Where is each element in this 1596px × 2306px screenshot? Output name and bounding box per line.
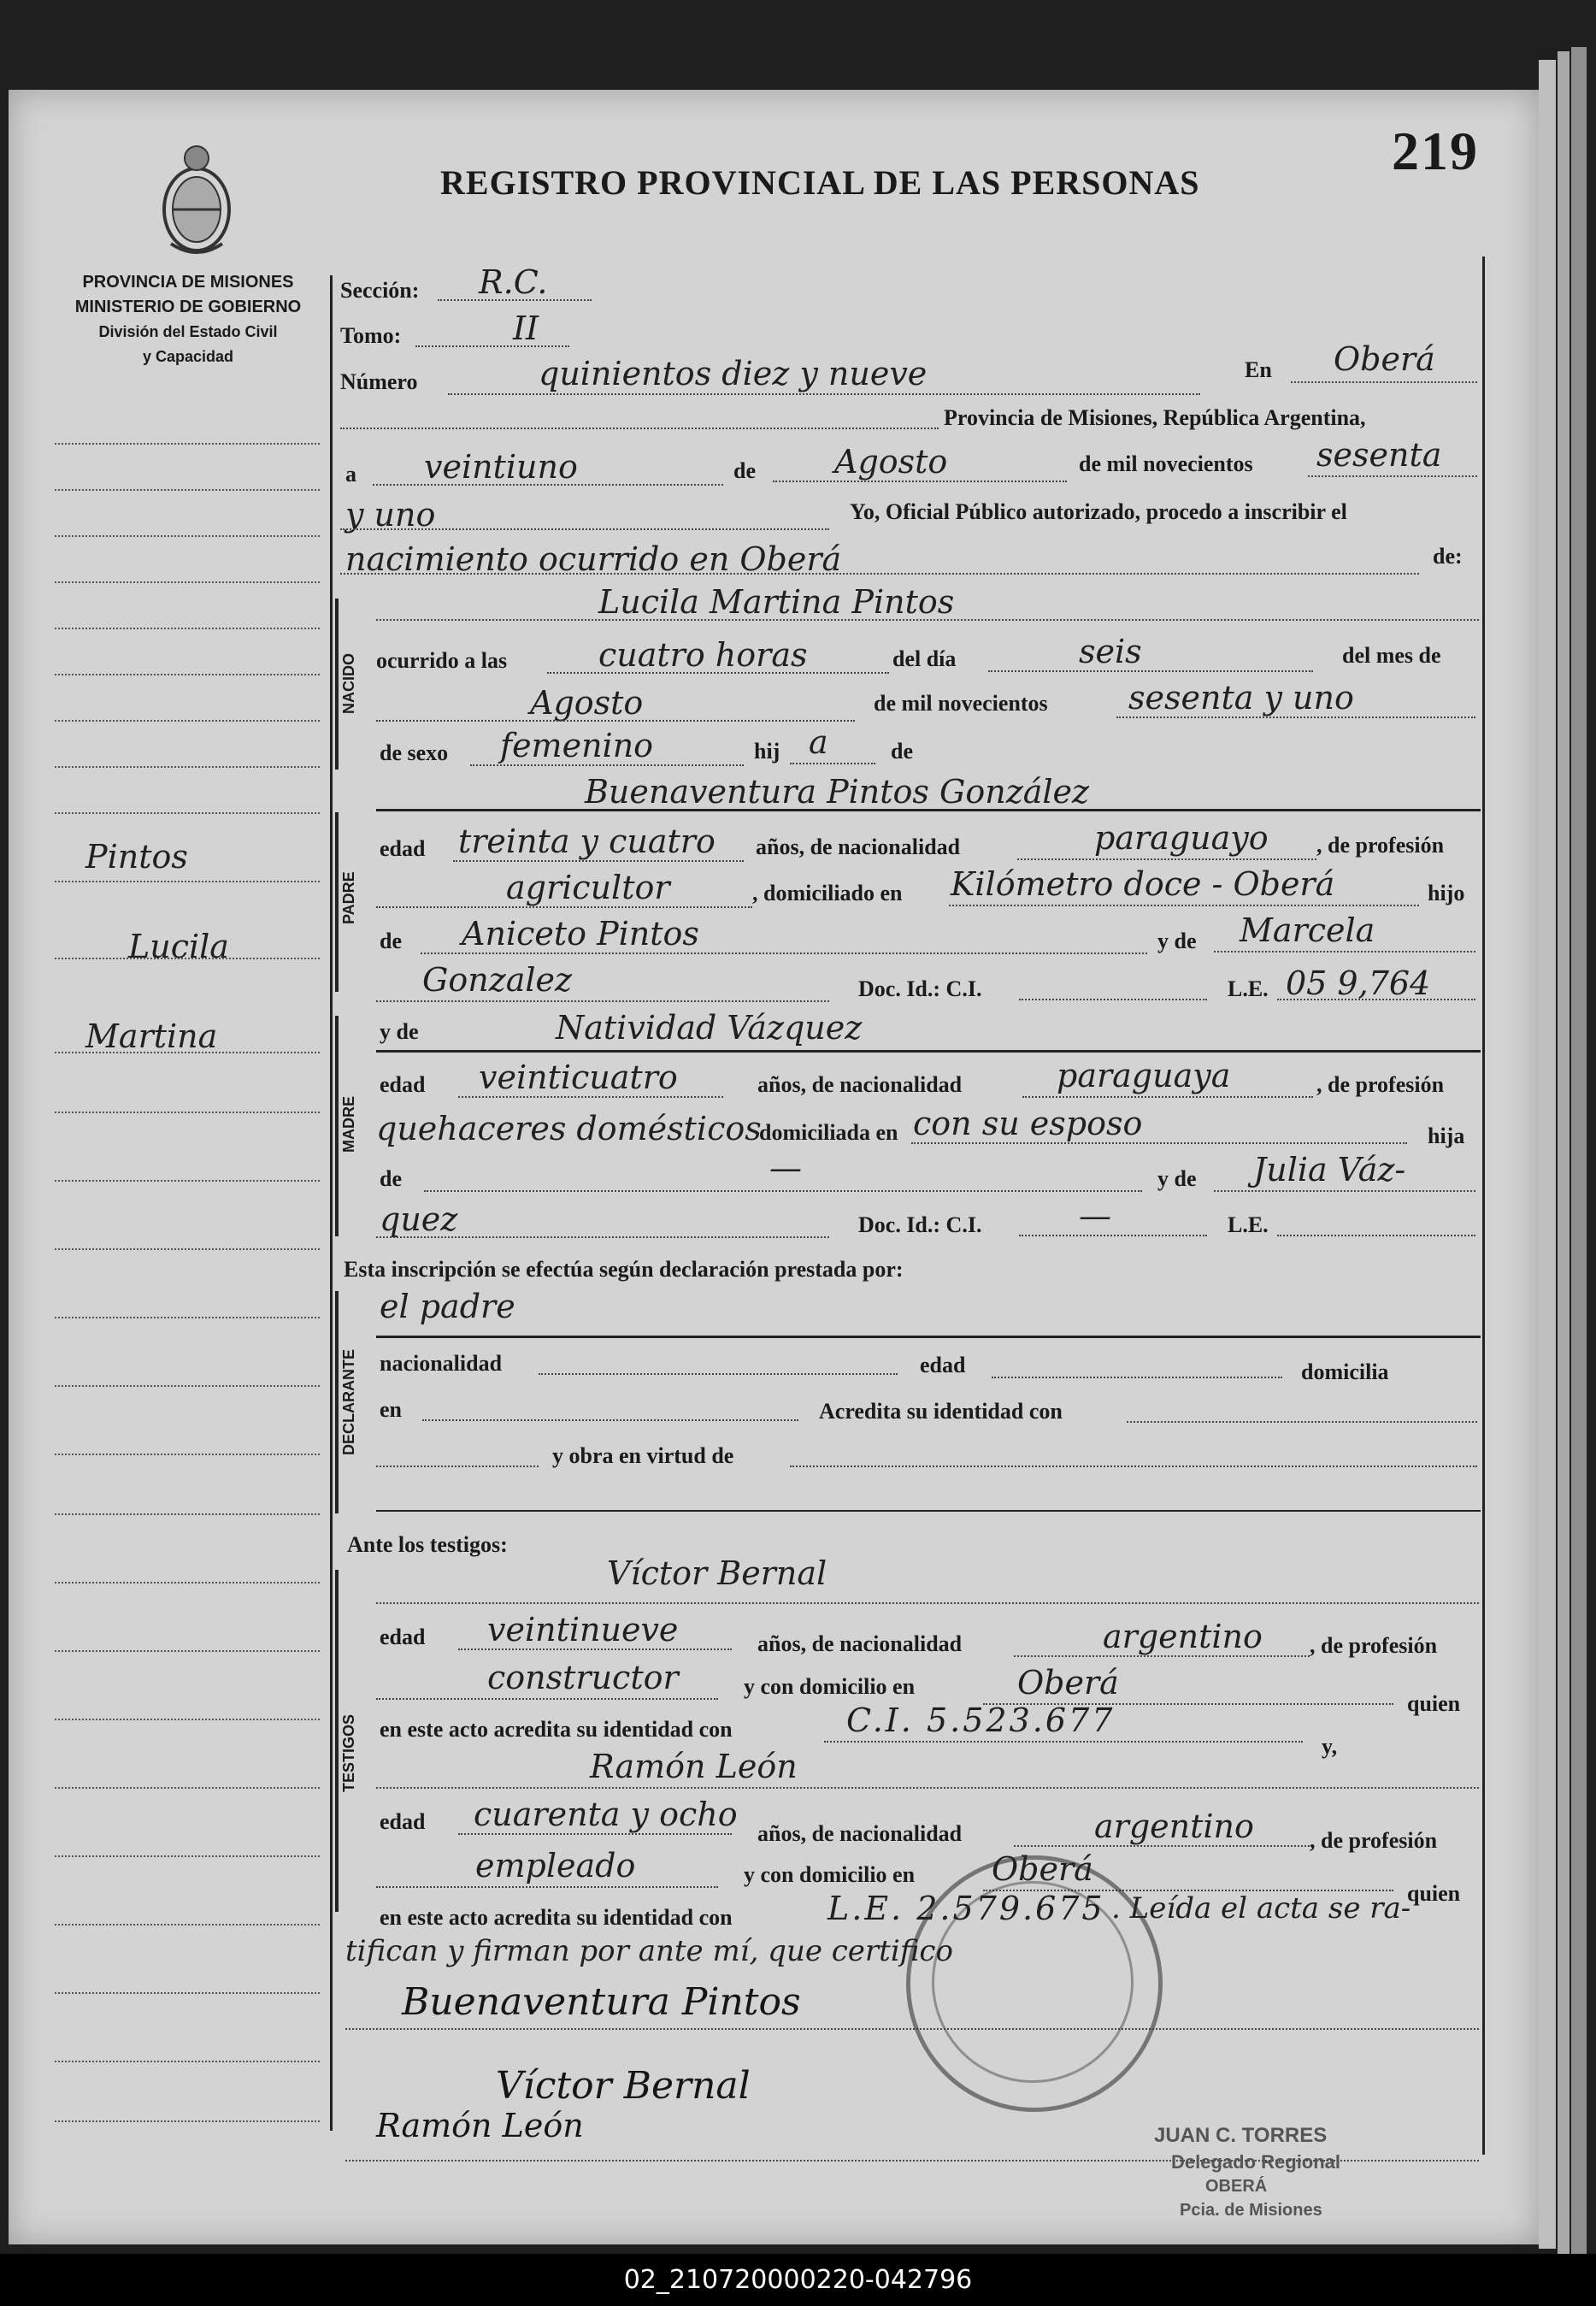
coat-of-arms-icon [154, 141, 239, 261]
padre-profesion-value: agricultor [506, 869, 670, 906]
form-left-border [330, 275, 333, 2131]
section-bar [335, 812, 339, 992]
official-place: OBERÁ [1205, 2177, 1268, 2196]
testigo2-name: Ramón León [590, 1748, 798, 1785]
hijo-label: hijo [1428, 881, 1465, 905]
profesion-label-madre: , de profesión [1316, 1072, 1445, 1097]
nacido-name: Lucila Martina Pintos [598, 583, 955, 621]
mil-value-cont: y uno [345, 496, 436, 534]
section-label-madre: MADRE [340, 1096, 357, 1153]
section-label-padre: PADRE [340, 871, 357, 924]
padre-name: Buenaventura Pintos González [585, 773, 1090, 811]
quien-label-t1: quien [1407, 1691, 1461, 1716]
margin-note: Lucila [128, 928, 229, 965]
institution-block [51, 270, 325, 369]
declarante-value: el padre [380, 1288, 515, 1325]
tomo-label: Tomo: [340, 323, 402, 348]
section-bar [335, 1291, 339, 1513]
madre-name: Natividad Vázquez [556, 1009, 863, 1047]
edad-label-madre: edad [380, 1072, 426, 1097]
profesion-label: , de profesión [1316, 833, 1445, 858]
domicilio-label-t2: y con domicilio en [744, 1862, 916, 1887]
edad-label-t1: edad [380, 1625, 426, 1649]
book-edge [1558, 51, 1569, 2257]
institution-line: División del Estado Civil [98, 323, 278, 340]
testigo1-id: C.I. 5.523.677 [846, 1701, 1116, 1739]
testigo1-nacionalidad: argentino [1103, 1618, 1263, 1655]
official-name: JUAN C. TORRES [1154, 2124, 1328, 2147]
padre-le-value: 05 9,764 [1286, 964, 1431, 1002]
mil-value: sesenta [1316, 436, 1442, 474]
section-divider [376, 1336, 1481, 1338]
mil-label: de mil novecientos [1079, 451, 1253, 476]
padre-madre-value: Marcela [1240, 911, 1375, 949]
section-bar [335, 1016, 339, 1236]
edad-label: edad [380, 836, 426, 861]
section-bar [335, 1570, 339, 1912]
acredita-label-t2: en este acto acredita su identidad con [380, 1905, 733, 1930]
tomo-value: II [513, 310, 539, 347]
testigo2-profesion: empleado [475, 1847, 636, 1884]
madre-madre-value-cont: quez [380, 1200, 458, 1238]
y-de-label: y de [1157, 929, 1197, 953]
yo-text: Yo, Oficial Público autorizado, procedo a inscribir el [850, 499, 1347, 524]
madre-padre-value: — [769, 1149, 802, 1187]
padre-edad-value: treinta y cuatro [458, 823, 716, 860]
sexo-value: femenino [500, 727, 654, 764]
en-value: Oberá [1334, 340, 1435, 378]
seccion-label: Sección: [340, 278, 420, 303]
testigo1-edad: veintinueve [487, 1611, 679, 1648]
hij-label: hij [754, 739, 780, 764]
a-label: a [345, 462, 356, 487]
obra-label: y obra en virtud de [552, 1443, 734, 1468]
acredita-label: Acredita su identidad con [819, 1399, 1063, 1424]
y-de-label-madre: y de [380, 1019, 419, 1044]
madre-nacionalidad-value: paraguaya [1057, 1057, 1231, 1094]
official-seal-inner [932, 1881, 1134, 2083]
quien-label-t2: quien [1407, 1881, 1461, 1906]
mes-value: Agosto [530, 684, 644, 722]
domicilio-label: , domiciliado en [752, 881, 903, 905]
le-label-madre: L.E. [1228, 1212, 1269, 1237]
anios-label-t2: años, de nacionalidad [757, 1821, 963, 1846]
en-label-declarante: en [380, 1397, 402, 1422]
signature: Víctor Bernal [496, 2064, 751, 2108]
closing-text: . Leída el acta se ra- [1111, 1891, 1411, 1926]
anios-label-madre: años, de nacionalidad [757, 1072, 963, 1097]
section-label-testigos: TESTIGOS [340, 1713, 357, 1792]
madre-madre-value: Julia Váz- [1253, 1151, 1406, 1188]
de-label-padre: de [380, 929, 402, 953]
seccion-value: R.C. [479, 263, 548, 301]
de-colon-label: de: [1433, 544, 1463, 569]
mil-label-nacido: de mil novecientos [874, 691, 1048, 716]
provincia-text: Provincia de Misiones, República Argentina, [944, 405, 1366, 430]
y-label: y, [1322, 1734, 1338, 1759]
domicilio-label-t1: y con domicilio en [744, 1674, 916, 1699]
madre-edad-value: veinticuatro [479, 1059, 678, 1096]
padre-madre-value-cont: Gonzalez [422, 961, 573, 999]
padre-domicilio-value: Kilómetro doce - Oberá [951, 865, 1335, 903]
en-label: En [1245, 357, 1272, 382]
padre-padre-value: Aniceto Pintos [462, 915, 699, 952]
domicilio-label-madre: domiciliada en [759, 1120, 898, 1145]
doc-label-madre: Doc. Id.: C.I. [858, 1212, 982, 1237]
testigo2-domicilio: Oberá [992, 1850, 1093, 1888]
book-edge [1539, 60, 1556, 2249]
official-province: Pcia. de Misiones [1180, 2201, 1322, 2220]
official-role: Delegado Regional [1171, 2151, 1341, 2173]
margin-note: Martina [85, 1017, 218, 1055]
doc-label: Doc. Id.: C.I. [858, 976, 982, 1001]
section-divider [376, 1050, 1481, 1053]
testigo2-id: L.E. 2.579.675 [827, 1890, 1105, 1927]
acredita-label-t1: en este acto acredita su identidad con [380, 1717, 733, 1742]
nacionalidad-label: nacionalidad [380, 1351, 503, 1376]
madre-domicilio-value: con su esposo [913, 1105, 1143, 1142]
de-value: Agosto [834, 443, 948, 481]
de-label-madre: de [380, 1166, 402, 1191]
section-divider [376, 1510, 1481, 1512]
testigo1-name: Víctor Bernal [607, 1554, 827, 1592]
section-bar [335, 599, 339, 770]
testigo1-domicilio: Oberá [1017, 1664, 1119, 1701]
dia-value: seis [1079, 633, 1142, 670]
footer-caption: 02_210720000220-042796 [0, 2254, 1596, 2306]
testigo1-profesion: constructor [487, 1659, 679, 1696]
sexo-label: de sexo [380, 740, 449, 765]
anio-value: sesenta y uno [1128, 679, 1354, 717]
le-label: L.E. [1228, 976, 1269, 1001]
institution-line: MINISTERIO DE GOBIERNO [74, 298, 302, 316]
margin-note: Pintos [85, 838, 188, 876]
declarante-intro: Esta inscripción se efectúa según declaración prestada por: [344, 1257, 904, 1282]
padre-nacionalidad-value: paraguayo [1094, 819, 1269, 857]
page-number: 219 [1392, 121, 1479, 181]
hija-label: hija [1428, 1124, 1465, 1148]
hora-value: cuatro horas [598, 636, 808, 674]
closing-text: tifican y firman por ante mí, que certifico [345, 1934, 953, 1968]
profesion-label-t1: , de profesión [1310, 1633, 1438, 1658]
madre-ci-value: — [1079, 1197, 1111, 1235]
del-dia-label: del día [892, 646, 957, 671]
anios-label: años, de nacionalidad [756, 835, 961, 859]
del-mes-label: del mes de [1342, 643, 1441, 668]
numero-label: Número [340, 369, 418, 394]
signature: Ramón León [376, 2107, 584, 2144]
edad-label-declarante: edad [920, 1353, 966, 1377]
section-label-nacido: NACIDO [340, 653, 357, 715]
page-title: REGISTRO PROVINCIAL DE LAS PERSONAS [440, 163, 1200, 202]
a-value: veintiuno [424, 448, 578, 486]
hij-value: a [809, 723, 828, 761]
inscribir-value: nacimiento ocurrido en Oberá [345, 540, 842, 578]
section-label-declarante: DECLARANTE [340, 1349, 357, 1455]
y-de-label-madre2: y de [1157, 1166, 1197, 1191]
testigo2-nacionalidad: argentino [1094, 1808, 1254, 1845]
profesion-label-t2: , de profesión [1310, 1828, 1438, 1853]
institution-line: PROVINCIA DE MISIONES [82, 273, 294, 292]
madre-profesion-value: quehaceres domésticos [376, 1110, 762, 1147]
edad-label-t2: edad [380, 1809, 426, 1834]
testigo2-edad: cuarenta y ocho [474, 1796, 738, 1833]
ocurrido-label: ocurrido a las [376, 648, 508, 673]
de-label-nacido: de [891, 739, 913, 764]
signature: Buenaventura Pintos [402, 1980, 801, 2024]
institution-line: y Capacidad [142, 348, 234, 365]
numero-value: quinientos diez y nueve [539, 355, 928, 392]
testigos-intro: Ante los testigos: [347, 1532, 508, 1557]
book-edge [1571, 47, 1587, 2262]
anios-label-t1: años, de nacionalidad [757, 1631, 963, 1656]
de-label: de [733, 458, 756, 483]
domicilia-label: domicilia [1301, 1359, 1389, 1384]
form-right-border [1482, 257, 1485, 2155]
